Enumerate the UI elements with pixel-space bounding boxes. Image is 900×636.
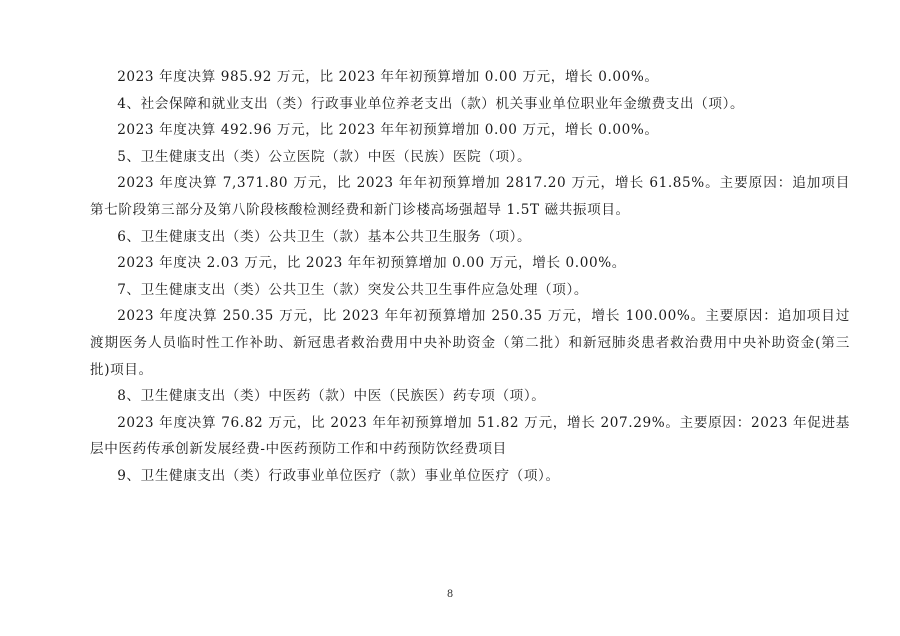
paragraph-item-5-heading: 5、卫生健康支出（类）公立医院（款）中医（民族）医院（项）。	[117, 148, 532, 165]
paragraph-2023-final-accounts-2-03: 2023 年度决 2.03 万元，比 2023 年年初预算增加 0.00 万元，增长 0.00%。	[117, 255, 626, 272]
paragraph-2023-final-accounts-250: 2023 年度决算 250.35 万元，比 2023 年年初预算增加 250.35 万元，增长 100.00%。主要原因：追加项目过渡期医务人员临时性工作补助、新冠患者救治费用中央补助资金（第二批）和新冠肺炎患者救治费用中央补助资金(第三批)项目。	[90, 308, 850, 378]
document-body	[90, 64, 850, 490]
paragraph-item-4-heading: 4、社会保障和就业支出（类）行政事业单位养老支出（款）机关事业单位职业年金缴费支出（项）。	[117, 95, 745, 112]
paragraph-2023-final-accounts-492: 2023 年度决算 492.96 万元，比 2023 年年初预算增加 0.00 万元，增长 0.00%。	[117, 122, 659, 139]
paragraph-item-6-heading: 6、卫生健康支出（类）公共卫生（款）基本公共卫生服务（项）。	[117, 228, 532, 245]
paragraph-item-7-heading: 7、卫生健康支出（类）公共卫生（款）突发公共卫生事件应急处理（项）。	[117, 281, 589, 298]
page-number: 8	[446, 589, 454, 600]
paragraph-item-9-heading: 9、卫生健康支出（类）行政事业单位医疗（款）事业单位医疗（项）。	[117, 467, 560, 484]
paragraph-item-8-heading: 8、卫生健康支出（类）中医药（款）中医（民族医）药专项（项）。	[117, 388, 546, 405]
paragraph-2023-final-accounts-7371: 2023 年度决算 7,371.80 万元，比 2023 年年初预算增加 2817.20 万元，增长 61.85%。主要原因：追加项目第七阶段第三部分及第八阶段核酸检测经费和新门诊楼高场强超导 1.5T 磁共振项目。	[90, 175, 850, 218]
paragraph-2023-final-accounts-76: 2023 年度决算 76.82 万元，比 2023 年年初预算增加 51.82 万元，增长 207.29%。主要原因：2023 年促进基层中医药传承创新发展经费-中医药预防工作和中药预防饮经费项目	[90, 414, 850, 458]
paragraph-2023-final-accounts-985: 2023 年度决算 985.92 万元，比 2023 年年初预算增加 0.00 万元，增长 0.00%。	[117, 69, 659, 85]
